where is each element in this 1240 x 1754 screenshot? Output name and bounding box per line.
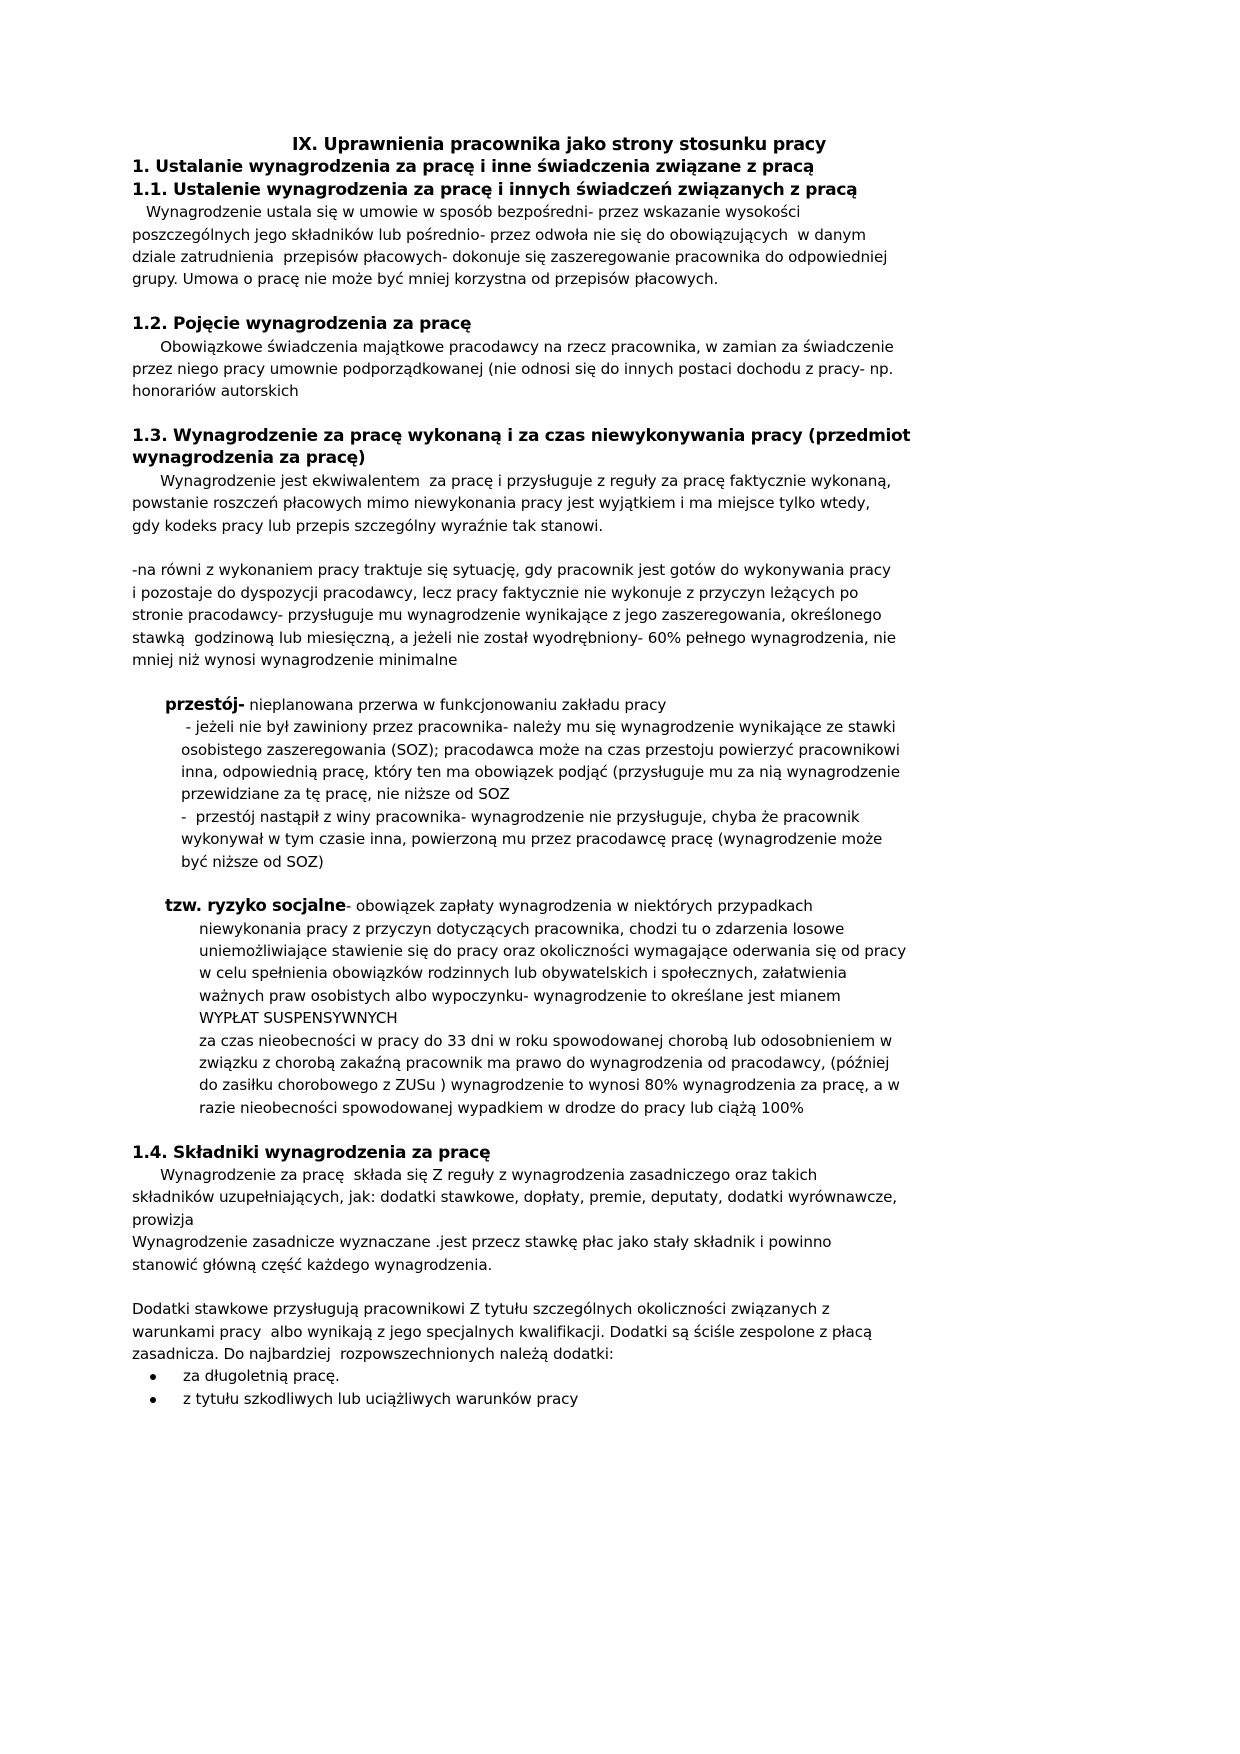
blank-line <box>132 537 1092 559</box>
paragraph-line: Wynagrodzenie zasadnicze wyznaczane .jest przecz stawkę płac jako stały składnik i powinno <box>132 1233 832 1252</box>
paragraph-line: uniemożliwiające stawienie się do pracy oraz okoliczności wymagające oderwania się od pracy <box>199 942 907 961</box>
section-heading: 1.3. Wynagrodzenie za pracę wykonaną i za czas niewykonywania pracy (przedmiot <box>132 426 911 447</box>
bullet-list-item <box>132 1388 1092 1410</box>
paragraph-line: Wynagrodzenie za pracę składa się Z reguły z wynagrodzenia zasadniczego oraz takich <box>132 1165 818 1184</box>
paragraph-line: przez niego pracy umownie podporządkowanej (nie odnosi się do innych postaci dochodu z pracy- np. <box>132 359 894 378</box>
term-label: przestój- <box>165 694 245 714</box>
paragraph-line: stronie pracodawcy- przysługuje mu wynagrodzenie wynikające z jego zaszeregowania, określonego <box>132 606 882 625</box>
paragraph-line: zasadnicza. Do najbardziej rozpowszechnionych należą dodatki: <box>132 1345 614 1364</box>
document-title: IX. Uprawnienia pracownika jako strony stosunku pracy <box>292 135 826 155</box>
term-definition: - obowiązek zapłaty wynagrodzenia w niektórych przypadkach <box>345 897 813 916</box>
paragraph-line: ważnych praw osobistych albo wypoczynku- wynagrodzenie to określane jest mianem <box>199 986 841 1005</box>
paragraph-line: razie nieobecności spowodowanej wypadkiem w drodze do pracy lub ciążą 100% <box>199 1098 804 1117</box>
paragraph-line: warunkami pracy albo wynikają z jego specjalnych kwalifikacji. Dodatki są ściśle zespolone z płacą <box>132 1322 873 1341</box>
paragraph-line: Obowiązkowe świadczenia majątkowe pracodawcy na rzecz pracownika, w zamian za świadczenie <box>132 337 894 356</box>
paragraph-line: - przestój nastąpił z winy pracownika- wynagrodzenie nie przysługuje, chyba że pracownik <box>181 807 860 826</box>
paragraph-line: WYPŁAT SUSPENSYWNYCH <box>199 1009 398 1028</box>
term-definition-line <box>132 895 1092 917</box>
paragraph-line: mniej niż wynosi wynagrodzenie minimalne <box>132 650 458 669</box>
section-heading: wynagrodzenia za pracę) <box>132 448 366 469</box>
bullet-icon <box>150 1374 156 1380</box>
blank-line <box>132 291 1092 313</box>
paragraph-line: składników uzupełniających, jak: dodatki stawkowe, dopłaty, premie, deputaty, dodatki wyrównawcze, <box>132 1188 897 1207</box>
paragraph-line: inna, odpowiednią pracę, który ten ma obowiązek podjąć (przysługuje mu za nią wynagrodzenie <box>181 762 900 781</box>
paragraph-line: być niższe od SOZ) <box>181 852 324 871</box>
paragraph-line: dziale zatrudnienia przepisów płacowych- dokonuje się zaszeregowanie pracownika do odpowiedniej <box>132 247 888 266</box>
paragraph-line: -na równi z wykonaniem pracy traktuje się sytuację, gdy pracownik jest gotów do wykonywania pracy <box>132 561 891 580</box>
paragraph-line: do zasiłku chorobowego z ZUSu ) wynagrodzenie to wynosi 80% wynagrodzenia za pracę, a w <box>199 1076 900 1095</box>
paragraph-line: w celu spełnienia obowiązków rodzinnych lub obywatelskich i społecznych, załatwienia <box>199 964 847 983</box>
bullet-text: z tytułu szkodliwych lub uciążliwych warunków pracy <box>183 1389 579 1408</box>
paragraph-line: poszczególnych jego składników lub pośrednio- przez odwoła nie się do obowiązujących w danym <box>132 225 866 244</box>
section-heading: 1.4. Składniki wynagrodzenia za pracę <box>132 1142 491 1163</box>
paragraph-line: honorariów autorskich <box>132 382 299 401</box>
section-heading: 1.1. Ustalenie wynagrodzenia za pracę i innych świadczeń związanych z pracą <box>132 179 858 200</box>
blank-line <box>132 1276 1092 1298</box>
paragraph-line: osobistego zaszeregowania (SOZ); pracodawca może na czas przestoju powierzyć pracownikowi <box>181 740 900 759</box>
term-label: tzw. ryzyko socjalne <box>165 896 346 916</box>
blank-line <box>132 671 1092 693</box>
paragraph-line: Wynagrodzenie jest ekwiwalentem za pracę i przysługuje z reguły za pracę faktycznie wykonaną, <box>132 471 892 490</box>
paragraph-line: grupy. Umowa o pracę nie może być mniej korzystna od przepisów płacowych. <box>132 270 719 289</box>
bullet-icon <box>150 1397 156 1403</box>
term-definition-line <box>132 694 1092 716</box>
blank-line <box>132 873 1092 895</box>
bullet-list-item <box>132 1365 1092 1387</box>
paragraph-line: i pozostaje do dyspozycji pracodawcy, lecz pracy faktycznie nie wykonuje z przyczyn leżących po <box>132 583 859 602</box>
section-heading: 1. Ustalanie wynagrodzenia za pracę i inne świadczenia związane z pracą <box>132 157 814 178</box>
paragraph-line: stanowić główną część każdego wynagrodzenia. <box>132 1255 493 1274</box>
blank-line <box>132 1119 1092 1141</box>
bullet-text: za długoletnią pracę. <box>183 1367 340 1386</box>
paragraph-line: gdy kodeks pracy lub przepis szczególny wyraźnie tak stanowi. <box>132 516 604 535</box>
paragraph-line: stawką godzinową lub miesięczną, a jeżeli nie został wyodrębniony- 60% pełnego wynagrodzenia, nie <box>132 628 896 647</box>
paragraph-line: prowizja <box>132 1210 194 1229</box>
section-heading: 1.2. Pojęcie wynagrodzenia za pracę <box>132 314 472 335</box>
paragraph-line: przewidziane za tę pracę, nie niższe od SOZ <box>181 785 510 804</box>
paragraph-line: niewykonania pracy z przyczyn dotyczących pracownika, chodzi tu o zdarzenia losowe <box>199 919 845 938</box>
term-definition: nieplanowana przerwa w funkcjonowaniu zakładu pracy <box>244 695 667 714</box>
paragraph-line: Dodatki stawkowe przysługują pracownikowi Z tytułu szczególnych okoliczności związanych z <box>132 1300 830 1319</box>
blank-line <box>132 403 1092 425</box>
paragraph-line: powstanie roszczeń płacowych mimo niewykonania pracy jest wyjątkiem i ma miejsce tylko wtedy, <box>132 494 871 513</box>
document-page <box>132 134 1092 1410</box>
paragraph-line: związku z chorobą zakaźną pracownik ma prawo do wynagrodzenia od pracodawcy, (później <box>199 1054 890 1073</box>
paragraph-line: Wynagrodzenie ustala się w umowie w sposób bezpośredni- przez wskazanie wysokości <box>132 203 801 222</box>
paragraph-line: wykonywał w tym czasie inna, powierzoną mu przez pracodawcę pracę (wynagrodzenie może <box>181 830 883 849</box>
paragraph-line: za czas nieobecności w pracy do 33 dni w roku spowodowanej chorobą lub odosobnieniem w <box>199 1031 892 1050</box>
paragraph-line: - jeżeli nie był zawiniony przez pracownika- należy mu się wynagrodzenie wynikające ze stawki <box>181 718 896 737</box>
